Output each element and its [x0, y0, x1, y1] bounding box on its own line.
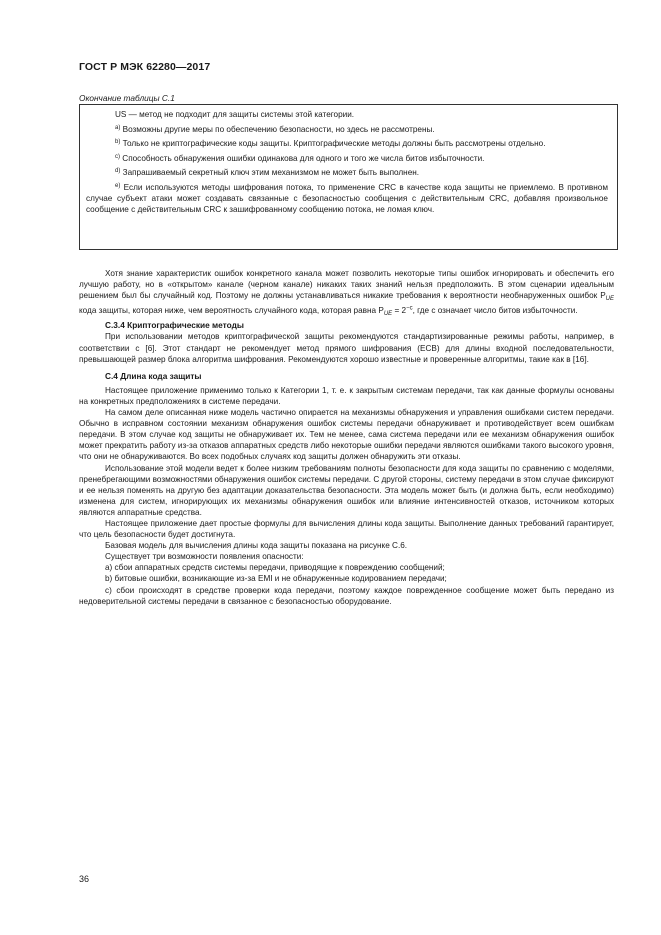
paragraph: Использование этой модели ведет к более низким требованиям полноты безопасности для кода защиты по сравнению с моделями, пренебрегающими возможностями обнаружения ошибок системы передачи. С другой стороны, систему передачи в этом случае фиксируют и ее нельзя поменять на другую без адаптации доказательства безопасности. Эта модель может быть (и должна быть, если необходимо) изменена для систем, игнорирующих их механизмы обнаружения ошибок или влияние интенсивностей отказов, источником которых являются аппаратные средства. — [79, 463, 614, 517]
paragraph-text: , где c означает число битов избыточности. — [412, 306, 578, 316]
paragraph-text: кода защиты, которая ниже, чем вероятность случайного кода, которая равна P — [79, 306, 384, 316]
paragraph-text: Хотя знание характеристик ошибок конкретного канала может позволить некоторые типы ошибок игнорировать и обеспечить его лучшую работу, но в «открытом» канале (черном канале) никаких таких знаний нельзя предположить. В этом сценарии идеальным решением был бы случайный код. Поэтому не должны устанавливаться никакие требования к вероятности необнаруженных ошибок P — [79, 269, 614, 301]
table-note — [86, 124, 608, 135]
table-note — [86, 167, 608, 178]
paragraph: Существует три возможности появления опасности: — [105, 552, 304, 562]
list-item: a) сбои аппаратных средств системы передачи, приводящие к повреждению сообщений; — [105, 563, 445, 573]
document-body — [79, 268, 614, 607]
subscript: UE — [383, 311, 393, 318]
note-text: Только не криптографические коды защиты. Криптографические методы должны быть рассмотрены отдельно. — [120, 139, 546, 148]
note-text: US — метод не подходит для защиты системы этой категории. — [115, 110, 355, 119]
section-heading-c34: С.3.4 Криптографические методы — [105, 320, 244, 331]
superscript: −c — [406, 305, 413, 312]
list-item: b) битовые ошибки, возникающие из-за EMI и не обнаруженные кодированием передачи; — [105, 574, 447, 584]
table-note — [86, 109, 608, 120]
document-header: ГОСТ Р МЭК 62280—2017 — [79, 61, 211, 73]
note-marker: e) — [115, 182, 121, 189]
note-marker: c) — [115, 153, 120, 160]
table-note — [86, 138, 608, 149]
paragraph: Настоящее приложение дает простые формулы для вычисления длины кода защиты. Выполнение данных требований гарантирует, что цель безопасности будет достигнута. — [79, 518, 614, 540]
note-text: Способность обнаружения ошибки одинакова для одного и того же числа битов избыточности. — [120, 153, 485, 163]
paragraph-text: = 2 — [392, 306, 407, 316]
section-heading-c4: С.4 Длина кода защиты — [105, 370, 202, 381]
page-number: 36 — [79, 874, 90, 884]
paragraph-random-code — [79, 268, 614, 320]
note-text: Запрашиваемый секретный ключ этим механизмом не может быть выполнен. — [120, 168, 420, 177]
list-item: c) сбои происходят в средстве проверки кода передачи, поэтому каждое поврежденное сообщение может быть передано из недоверительной системы передачи в связанное с безопасностью оборудование. — [79, 585, 614, 606]
note-marker: d) — [115, 168, 121, 174]
table-caption: Окончание таблицы С.1 — [79, 93, 175, 103]
table-note — [86, 153, 608, 164]
paragraph-crypto-methods: При использовании методов криптографической защиты рекомендуются стандартизированные режимы работы, например, в соответствии с [6]. Этот стандарт не рекомендует метод прямого шифрования (ECB) для длины входной последовательности, превышающей размер блока алгоритма шифрования. Рекомендуются хорошо известные и проверенные алгоритмы, такие как в [16]. — [79, 332, 614, 364]
paragraph: На самом деле описанная ниже модель частично опирается на механизмы обнаружения и управления ошибками систем передачи. Обычно в исправном состоянии механизм обнаружения ошибок системы передачи обнаруживает и противодействует всем ошибкам передачи. В этом случае код защиты не обнаруживает их. Тем не менее, сама система передачи или ее механизм обнаружения ошибок может прекратить работу из-за отказов аппаратных средств либо некоторые ошибки передачи являются ошибками такого высокого уровня, что они не обнаруживаются. Во всех подобных случаях код защиты должен обнаружить эти отказы. — [79, 408, 614, 462]
note-text: Если используются методы шифрования потока, то применение CRC в качестве кода защиты не приемлемо. В противном случае субъект атаки может создавать связанные с безопасностью сообщения с действительным CRC, добавляя произвольное сообщение с действительным CRC к зашифрованному сообщению потока, не ломая ключ. — [86, 182, 608, 214]
note-marker: b) — [115, 139, 121, 145]
paragraph: Базовая модель для вычисления длины кода защиты показана на рисунке С.6. — [105, 541, 408, 551]
table-notes-box — [79, 104, 618, 250]
note-text: Возможны другие меры по обеспечению безопасности, но здесь не рассмотрены. — [120, 124, 435, 134]
paragraph: Настоящее приложение применимо только к Категории 1, т. е. к закрытым системам передачи, так как данные формулы основаны на конкретных предположениях в системе передачи. — [79, 385, 614, 406]
note-marker: a) — [115, 124, 121, 131]
table-note — [86, 182, 608, 215]
subscript: UE — [605, 296, 614, 303]
